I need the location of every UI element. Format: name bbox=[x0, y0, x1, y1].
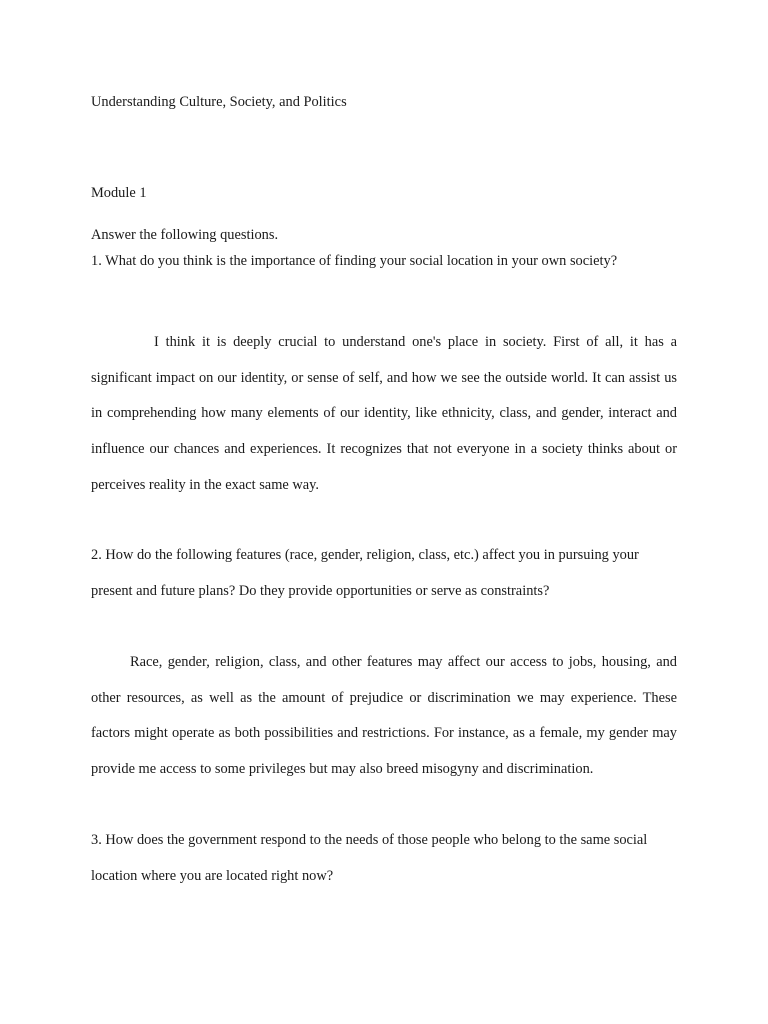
answer-1: I think it is deeply crucial to understand one's place in society. First of all, it has a significant impact on our identity, or sense of self, and how we see the outside world. It can assist us in comprehending how many elements of our identity, like ethnicity, class, and gender, interact and influence our chances and experiences. It recognizes that not everyone in a society thinks about or perceives reality in the exact same way. bbox=[91, 334, 677, 493]
question-2: 2. How do the following features (race, gender, religion, class, etc.) affect you in pursuing your present and future plans? Do they provide opportunities or serve as constraints? bbox=[91, 547, 639, 599]
module-heading: Module 1 bbox=[91, 185, 147, 201]
answer-2: Race, gender, religion, class, and other features may affect our access to jobs, housing, and other resources, as well as the amount of prejudice or discrimination we may experience. These factors might operate as both possibilities and restrictions. For instance, as a female, my gender may provide me access to some privileges but may also breed misogyny and discrimination. bbox=[91, 654, 677, 778]
instruction-text: Answer the following questions. bbox=[91, 227, 279, 243]
question-3: 3. How does the government respond to the needs of those people who belong to the same social location where you are located right now? bbox=[91, 832, 648, 884]
document-title: Understanding Culture, Society, and Politics bbox=[91, 94, 347, 110]
question-1: 1. What do you think is the importance of finding your social location in your own society? bbox=[91, 253, 618, 269]
